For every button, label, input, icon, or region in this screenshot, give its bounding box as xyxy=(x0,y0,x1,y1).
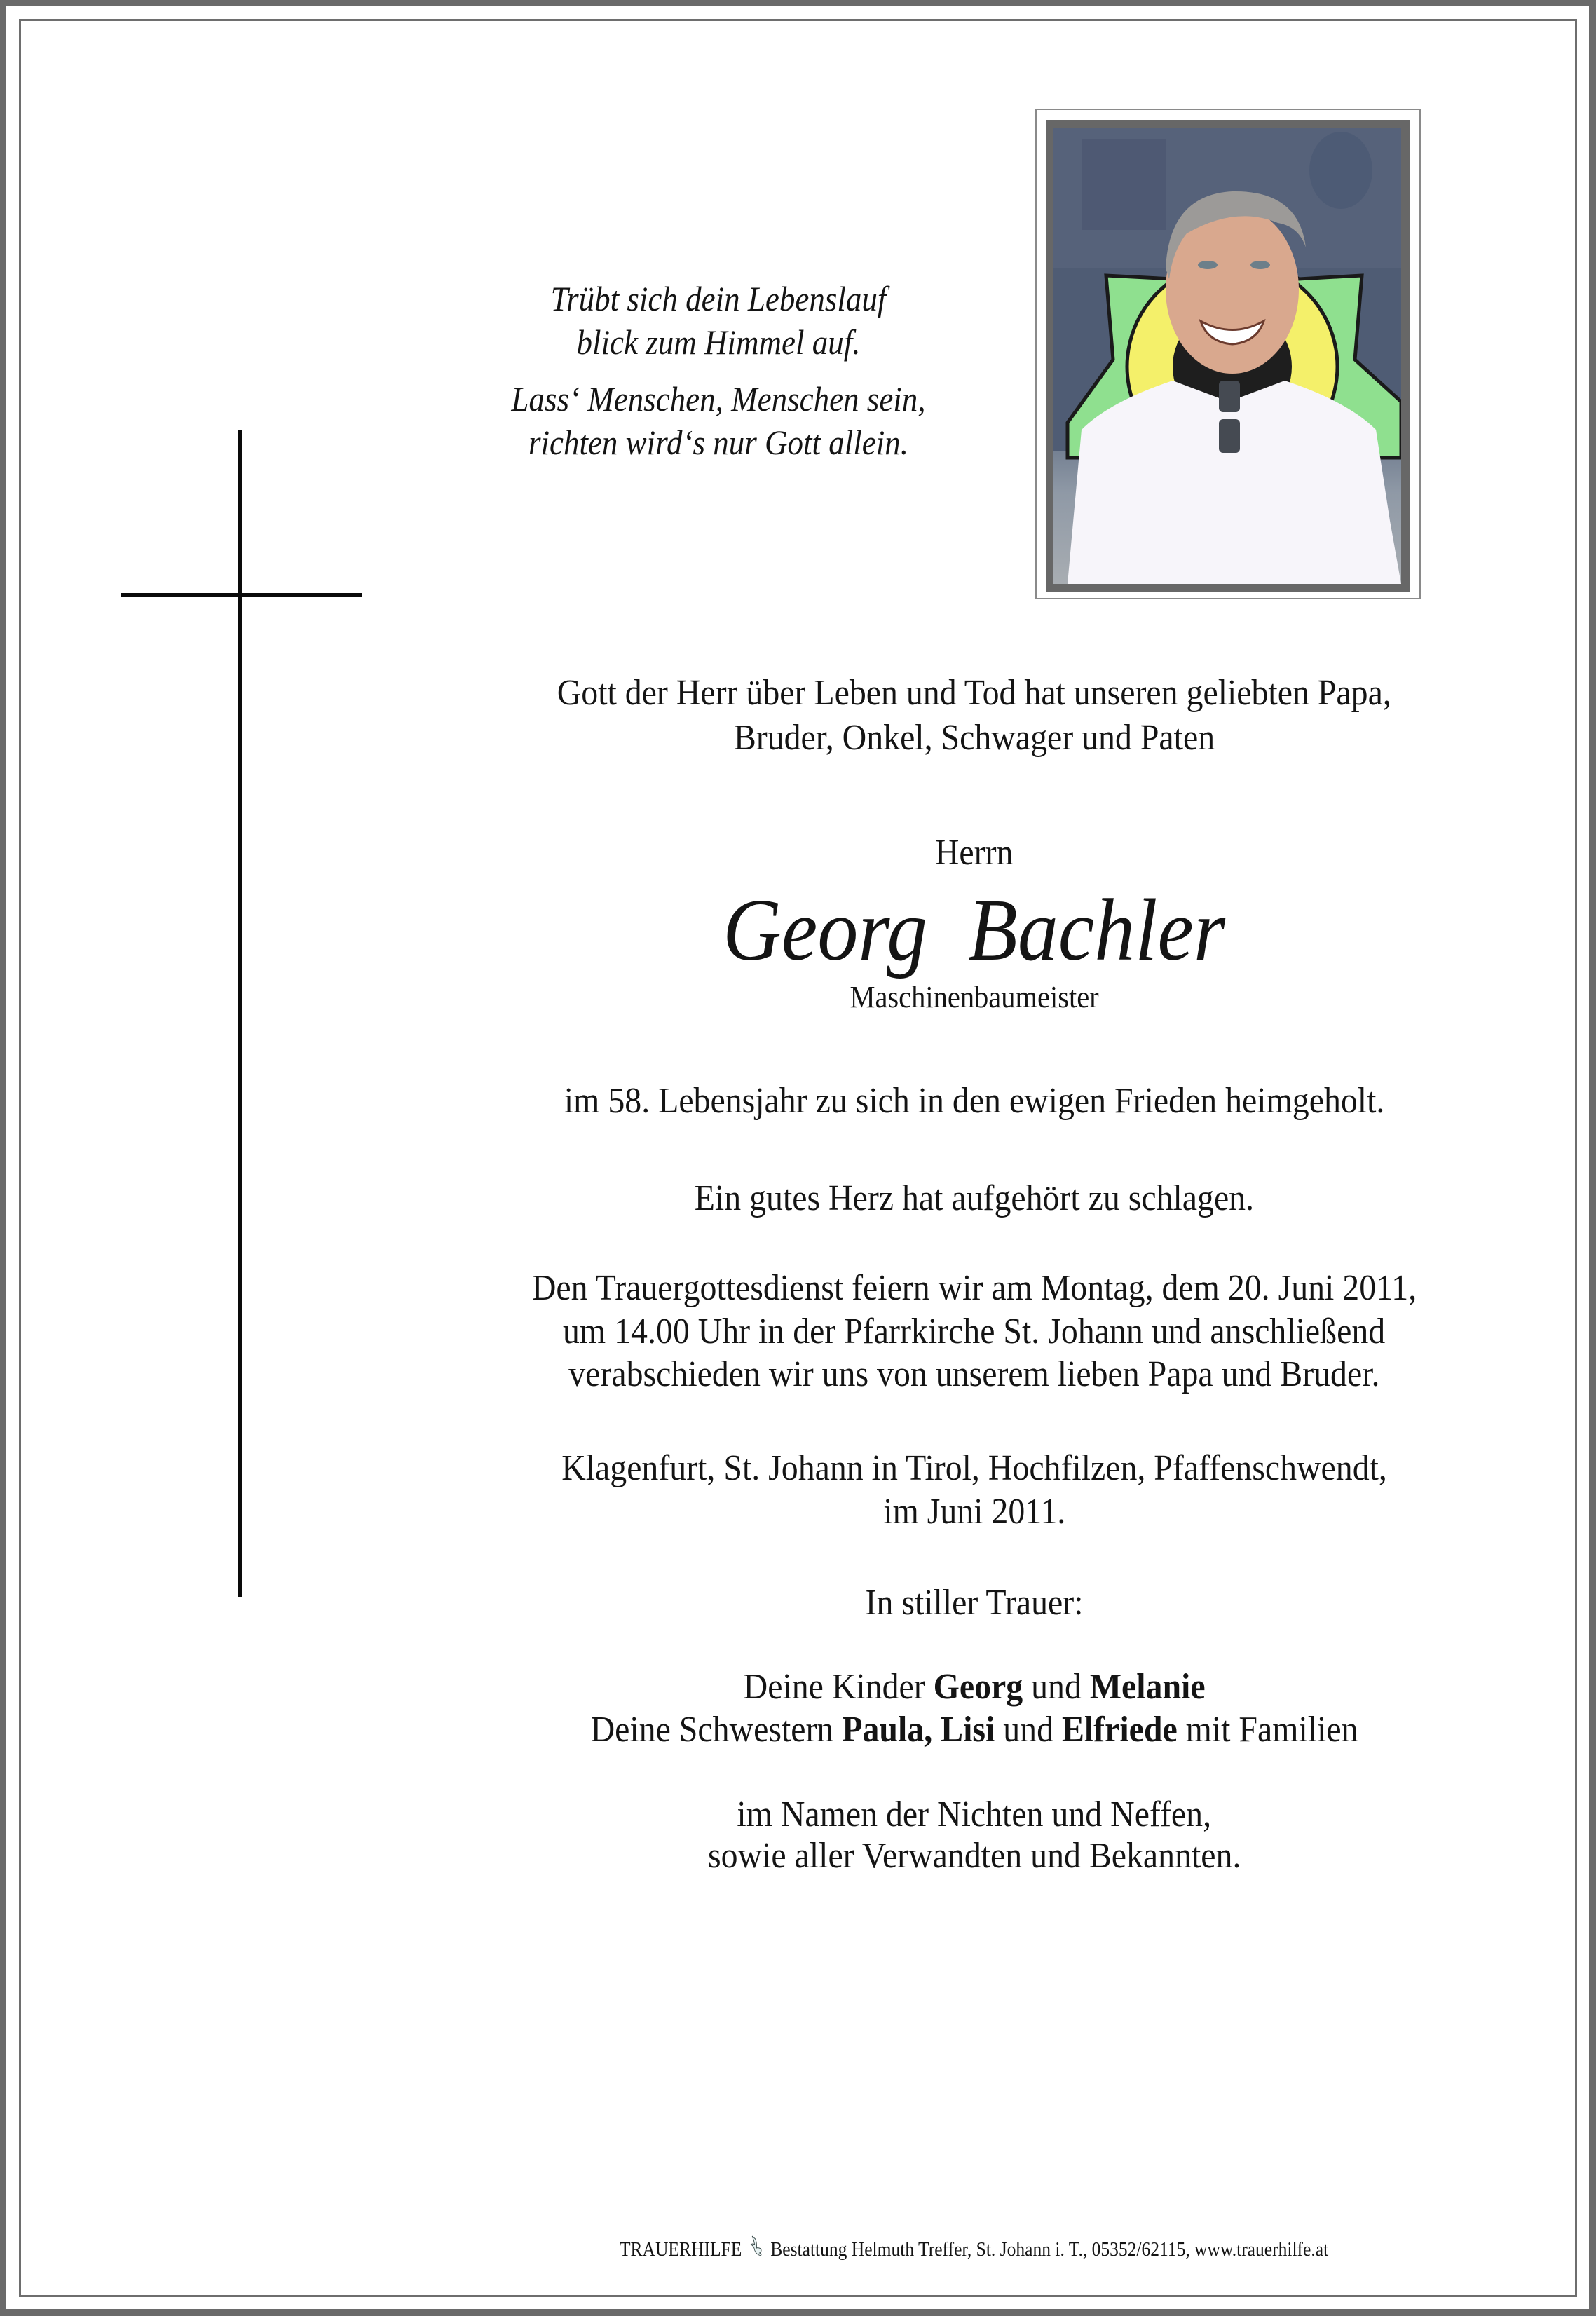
sisters-suffix: mit Familien xyxy=(1177,1710,1358,1750)
portrait-mat xyxy=(1046,120,1410,592)
intro-text-2: Bruder, Onkel, Schwager und Paten xyxy=(733,718,1215,758)
child-name: Melanie xyxy=(1089,1667,1206,1707)
deceased-name xyxy=(393,882,1556,980)
profession xyxy=(393,979,1556,1016)
service-line xyxy=(393,1267,1556,1310)
poem-stanza-1 xyxy=(489,277,949,364)
footer-content xyxy=(620,2235,1328,2263)
profession-text: Maschinenbaumeister xyxy=(850,980,1099,1014)
salutation-text: Herrn xyxy=(935,833,1014,873)
cross-icon-vertical-bar xyxy=(238,430,242,1597)
sisters-text xyxy=(591,1708,1358,1752)
age-line xyxy=(393,1079,1556,1123)
service-line xyxy=(393,1353,1556,1396)
cross-icon-horizontal-bar xyxy=(121,593,362,597)
conjunction: und xyxy=(995,1710,1062,1750)
wall-relief xyxy=(1082,139,1166,230)
mourning-heading xyxy=(393,1581,1556,1625)
portrait-illustration xyxy=(1053,128,1401,584)
places-line xyxy=(393,1447,1556,1490)
service-text-2: um 14.00 Uhr in der Pfarrkirche St. Johann und anschließend xyxy=(563,1312,1386,1351)
intro-line xyxy=(393,672,1556,715)
service-text-1: Den Trauergottesdienst feiern wir am Montag, dem 20. Juni 2011, xyxy=(531,1268,1417,1308)
portrait-photo xyxy=(1053,128,1401,584)
closing-line xyxy=(393,1793,1556,1837)
wall-medallion xyxy=(1309,132,1372,209)
poem-line: richten wird‘s nur Gott allein. xyxy=(528,423,909,462)
footer-contact: Bestattung Helmuth Treffer, St. Johann i. T., 05352/62115, www.trauerhilfe.at xyxy=(770,2238,1329,2261)
age-text: im 58. Lebensjahr zu sich in den ewigen Frieden heimgeholt. xyxy=(564,1081,1385,1121)
portrait-frame xyxy=(1035,109,1421,599)
places-line xyxy=(393,1490,1556,1534)
conjunction: und xyxy=(1023,1667,1090,1707)
sisters-line xyxy=(393,1708,1556,1752)
poem-line: blick zum Himmel auf. xyxy=(576,322,861,362)
salutation xyxy=(393,831,1556,875)
places-text-2: im Juni 2011. xyxy=(882,1492,1066,1532)
footer-brand: TRAUERHILFE xyxy=(620,2238,742,2261)
dove-icon xyxy=(749,2235,764,2260)
children-line xyxy=(393,1666,1556,1709)
intro-text-1: Gott der Herr über Leben und Tod hat unseren geliebten Papa, xyxy=(557,673,1392,713)
children-prefix: Deine Kinder xyxy=(743,1667,934,1707)
sisters-prefix: Deine Schwestern xyxy=(590,1710,843,1750)
places-text-1: Klagenfurt, St. Johann in Tirol, Hochfilzen, Pfaffenschwendt, xyxy=(561,1448,1387,1488)
children-text xyxy=(744,1666,1206,1709)
poem-line: Trübt sich dein Lebenslauf xyxy=(550,279,887,318)
closing-text-1: im Namen der Nichten und Neffen, xyxy=(737,1794,1212,1834)
child-name: Georg xyxy=(933,1667,1023,1707)
deceased-name-text: Georg Bachler xyxy=(723,882,1226,979)
closing-line xyxy=(393,1834,1556,1878)
intro-line xyxy=(393,716,1556,760)
funeral-home-footer xyxy=(393,2235,1556,2263)
poem-stanza-2 xyxy=(489,377,949,464)
service-line xyxy=(393,1310,1556,1354)
sister-name: Elfriede xyxy=(1061,1710,1178,1750)
mourning-text: In stiller Trauer: xyxy=(865,1583,1084,1623)
heart-line xyxy=(393,1177,1556,1220)
heart-text: Ein gutes Herz hat aufgehört zu schlagen. xyxy=(694,1178,1255,1218)
poem-line: Lass‘ Menschen, Menschen sein, xyxy=(511,379,926,418)
service-text-3: verabschieden wir uns von unserem lieben Papa und Bruder. xyxy=(568,1354,1380,1394)
sister-names: Paula, Lisi xyxy=(842,1710,995,1750)
closing-text-2: sowie aller Verwandten und Bekannten. xyxy=(707,1836,1241,1876)
